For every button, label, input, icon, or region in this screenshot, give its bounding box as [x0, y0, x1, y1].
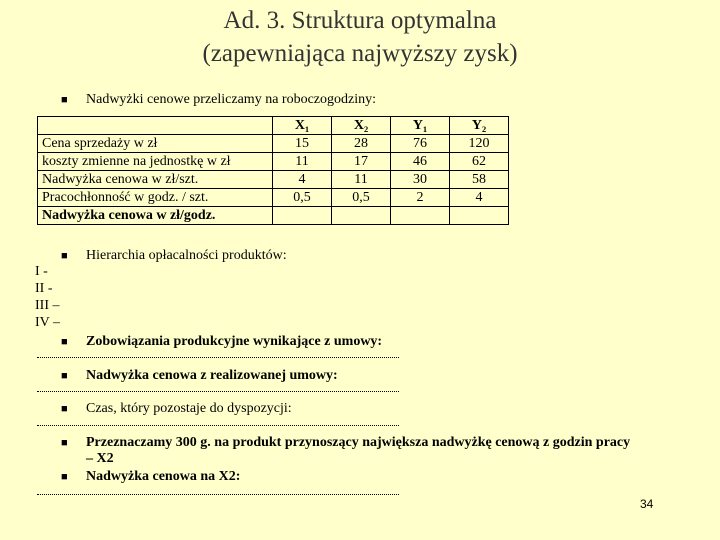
data-table: [37, 116, 509, 225]
table-header-cell: Y₂: [450, 117, 509, 135]
table-row: [38, 189, 509, 207]
table-cell: [332, 207, 391, 225]
table-cell: 4: [273, 171, 332, 189]
bullet-surplus-x2: [61, 469, 461, 485]
bullet-allocate: [61, 435, 701, 467]
bullet-intro: [61, 92, 481, 108]
table-header-row: [38, 117, 509, 135]
row-label: Nadwyżka cenowa w zł/godz.: [38, 207, 273, 225]
dotted-answer-line: [37, 425, 399, 428]
surplus-x2-text: Nadwyżka cenowa na X2:: [86, 469, 241, 484]
hierarchy-item: I -: [35, 264, 48, 279]
row-label: Pracochłonność w godz. / szt.: [38, 189, 273, 207]
table-cell: 17: [332, 153, 391, 171]
intro-text: Nadwyżki cenowe przeliczamy na roboczogodziny:: [86, 92, 376, 107]
title-line-1: Ad. 3. Struktura optymalna: [223, 7, 497, 34]
bullet-icon: ■: [61, 250, 68, 262]
table-cell: 11: [273, 153, 332, 171]
hierarchy-heading: Hierarchia opłacalności produktów:: [86, 248, 287, 263]
bullet-hierarchy: [61, 248, 361, 264]
hierarchy-item: IV –: [35, 315, 61, 330]
hierarchy-item: II -: [35, 281, 53, 296]
bullet-icon: ■: [61, 403, 68, 415]
bullet-surplus-contract: [61, 368, 461, 384]
table-row: [38, 153, 509, 171]
page-number: 34: [640, 497, 654, 511]
table-cell: 62: [450, 153, 509, 171]
bullet-icon: ■: [61, 370, 68, 382]
bullet-time-left: [61, 401, 461, 417]
table-cell: [450, 207, 509, 225]
bullet-icon: ■: [61, 336, 68, 348]
allocate-text-line1: Przeznaczamy 300 g. na produkt przynoszący największa nadwyżkę cenową z godzin pracy: [86, 435, 631, 450]
table-cell: 15: [273, 135, 332, 153]
table-header-cell: X₂: [332, 117, 391, 135]
surplus-contract-text: Nadwyżka cenowa z realizowanej umowy:: [86, 368, 338, 383]
table-cell: 0,5: [273, 189, 332, 207]
table-header-cell: X₁: [273, 117, 332, 135]
table-cell: 0,5: [332, 189, 391, 207]
table-row: [38, 135, 509, 153]
dotted-answer-line: [37, 494, 399, 497]
table-cell: 46: [391, 153, 450, 171]
table-cell: [391, 207, 450, 225]
table-cell: 4: [450, 189, 509, 207]
bullet-icon: ■: [61, 94, 68, 106]
dotted-answer-line: [37, 391, 399, 394]
bullet-icon: ■: [61, 471, 68, 483]
table-cell: [273, 207, 332, 225]
table-cell: 2: [391, 189, 450, 207]
slide-title: [0, 4, 720, 70]
table-header-cell: Y₁: [391, 117, 450, 135]
allocate-text-line2: – X2: [86, 451, 114, 466]
table-cell: 76: [391, 135, 450, 153]
row-label: Nadwyżka cenowa w zł/szt.: [38, 171, 273, 189]
title-line-2: (zapewniająca najwyższy zysk): [202, 40, 518, 67]
table-row: [38, 207, 509, 225]
bullet-icon: ■: [61, 437, 68, 449]
obligations-text: Zobowiązania produkcyjne wynikające z umowy:: [86, 334, 383, 349]
table-cell: 30: [391, 171, 450, 189]
table-header-cell: [38, 117, 273, 135]
time-left-text: Czas, który pozostaje do dyspozycji:: [86, 401, 292, 416]
table-row: [38, 171, 509, 189]
row-label: Cena sprzedaży w zł: [38, 135, 273, 153]
table-cell: 11: [332, 171, 391, 189]
table-cell: 120: [450, 135, 509, 153]
row-label: koszty zmienne na jednostkę w zł: [38, 153, 273, 171]
hierarchy-item: III –: [35, 298, 60, 313]
table-cell: 58: [450, 171, 509, 189]
dotted-answer-line: [37, 357, 399, 360]
table-cell: 28: [332, 135, 391, 153]
bullet-obligations: [61, 334, 461, 350]
